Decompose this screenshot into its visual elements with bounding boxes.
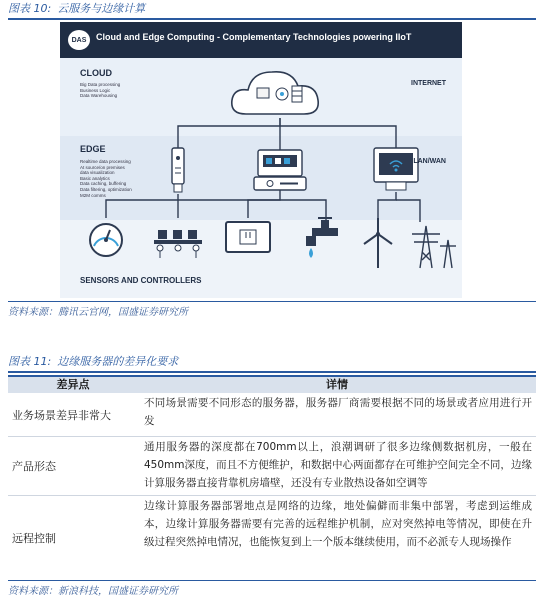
cloud-icon <box>232 72 318 114</box>
link-cloud-right <box>280 126 396 148</box>
diagram-title: Cloud and Edge Computing - Complementary Technologies powering IIoT <box>96 32 412 42</box>
cloud-item: Data Warehousing <box>80 93 118 99</box>
row-label: 业务场景差异非常大 <box>12 408 111 422</box>
valve-icon <box>306 218 338 258</box>
figure-10-header <box>8 2 536 20</box>
cloud-edge-diagram <box>60 22 462 298</box>
edge-functions-list <box>80 159 132 198</box>
edge-item: Basic analytics <box>80 175 110 181</box>
conveyor-icon <box>154 230 202 258</box>
internet-label: INTERNET <box>411 80 446 87</box>
source-rule-1 <box>8 301 536 302</box>
table-row <box>8 437 536 496</box>
figure-11-title: 边缘服务器的差异化要求 <box>57 355 179 368</box>
sensors-label: SENSORS AND CONTROLLERS <box>80 276 202 285</box>
row-detail: 边缘计算服务器部署地点是网络的边缘，地处偏僻而非集中部署，考虑到运维成本，边缘计算服务器需要有完善的远程维护机制，应对突然掉电等情况，即使在升级过程突然掉电情况，也能恢复到上一个版本继续使用，而不必派专人现场操作 <box>144 500 532 548</box>
table-row <box>8 393 536 437</box>
edge-server-center-icon <box>254 150 306 190</box>
row-label: 产品形态 <box>12 460 56 473</box>
lanwan-label: LAN/WAN <box>413 158 446 165</box>
cloud-functions-list <box>80 82 120 99</box>
edge-item: Data caching, buffering <box>80 181 127 187</box>
edge-label: EDGE <box>80 144 106 154</box>
wind-turbine-icon <box>364 218 392 268</box>
figure-11-source: 资料来源：新浪科技，国盛证券研究所 <box>8 586 178 597</box>
link-edge-1 <box>106 190 280 218</box>
figure-10-number: 图表 10: <box>8 2 52 15</box>
cloud-item: Big Data processing <box>80 82 121 87</box>
row-detail: 不同场景需要不同形态的服务器，服务器厂商需要根据不同的场景或者应用进行开发 <box>144 397 532 427</box>
table-row <box>8 496 536 579</box>
figure-10-title: 云服务与边缘计算 <box>57 2 146 15</box>
edge-gateway-left-icon <box>172 148 184 192</box>
gauge-icon <box>90 224 122 256</box>
link-edge-5 <box>378 192 396 222</box>
figure-11-number: 图表 11: <box>8 355 52 368</box>
table-header-difference: 差异点 <box>56 378 90 391</box>
edge-item: data visualization <box>80 170 115 176</box>
das-logo: DAS <box>68 30 90 50</box>
edge-item: M2M comms <box>80 192 106 198</box>
row-label: 远程控制 <box>12 531 56 545</box>
edge-item: Realtime data processing <box>80 159 131 164</box>
cloud-label: CLOUD <box>80 68 112 78</box>
row-detail: 通用服务器的深度都在700mm以上，浪潮调研了很多边缘侧数据机房，一般在450mm深度，而且不方便维护，和数据中心两面都存在可维护空间完全不同，边缘计算服务器直接背靠机房墙壁，还没有专业散热设备如空调等 <box>144 441 532 489</box>
cloud-item: Business Logic <box>80 87 111 93</box>
edge-hmi-right-icon <box>374 148 418 190</box>
link-cloud-left <box>178 118 280 148</box>
edge-item: At source/on premises <box>80 164 125 170</box>
package-monitor-icon <box>226 222 270 252</box>
link-edge-6 <box>396 200 420 222</box>
edge-item: Data filtering, optimization <box>80 186 132 192</box>
table-header <box>8 375 536 393</box>
link-edge-3 <box>248 200 280 218</box>
table-header-details: 详情 <box>326 378 348 391</box>
figure-11-header <box>8 355 536 373</box>
figure-10-source: 资料来源：腾讯云官网，国盛证券研究所 <box>8 307 188 318</box>
source-rule-2 <box>8 580 536 581</box>
power-tower-icon <box>412 226 456 268</box>
